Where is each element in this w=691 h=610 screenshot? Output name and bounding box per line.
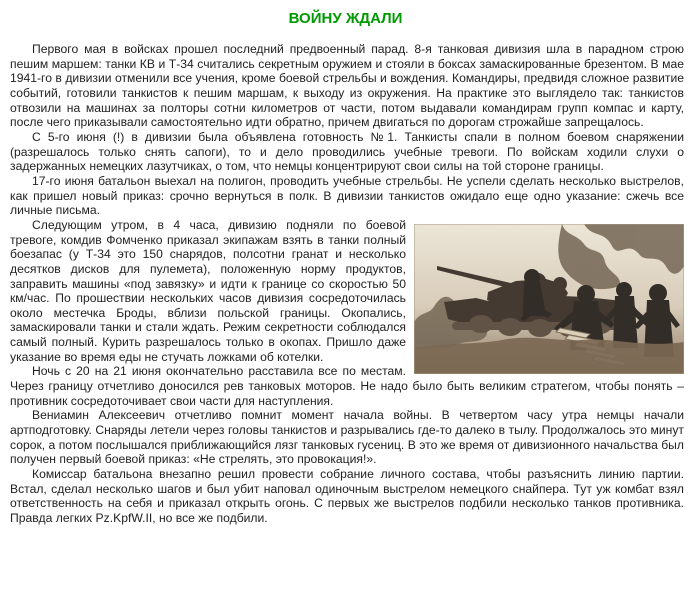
article-paragraph: С 5-го июня (!) в дивизии была объявлена готовность №1. Танкисты спали в полном боевом снаряжении (разрешалось только снять сапоги), то и дело проводились учебные тревоги. По войскам ходили слухи о задержанных немецких лазутчиках, о том, что немцы концентрируют свои силы на той стороне границы. [10,129,684,174]
tank-crew-photo [414,224,684,374]
article-paragraph: Вениамин Алексеевич отчетливо помнит момент начала войны. В четвертом часу утра немцы начали артподготовку. Снаряды летели через головы танкистов и разрывались где-то далеко в тылу. Продолжалось это минут сорок, а потом послышался приближающийся лязг танковых гусениц. В это же время от дивизионного начальства был получен первый боевой приказ: «Не стрелять, это провокация!». [10,408,684,467]
article-paragraph: 17-го июня батальон выехал на полигон, проводить учебные стрельбы. Не успели сделать несколько выстрелов, как пришел новый приказ: срочно вернуться в полк. В дивизии танкистов ожидало еще одно указание: сжечь все личные письма. [10,173,684,218]
article-paragraph: Ночь с 20 на 21 июня окончательно расставила все по местам. Через границу отчетливо доносился рев танковых моторов. Не надо было быть великим стратегом, чтобы понять – противник сосредоточивает свои части для наступления. [10,364,684,408]
article-paragraph: Первого мая в войсках прошел последний предвоенный парад. 8-я танковая дивизия шла в парадном строю пешим маршем: танки КВ и Т-34 считались секретным оружием и стояли в боксах замаскированные брезентом. В мае 1941-го в дивизии отменили все учения, кроме боевой стрельбы и вождения. Командиры, предвидя сложное развитие событий, готовили танкистов к пешим маршам, к выходу из окружения. На практике это выглядело так: танкистов отвозили на машинах за полторы сотни километров от части, потом выдавали командирам групп компас и карту, после чего приказывали самостоятельно идти обратно, причем двигаться по дорогам строжайше запрещалось. [10,42,684,130]
tank-crew-photo-icon [414,224,684,374]
article-title: ВОЙНУ ЖДАЛИ [288,10,403,27]
article-paragraph: Следующим утром, в 4 часа, дивизию подняли по боевой тревоге, комдив Фомченко приказал экипажам взять в танки полный боезапас (у Т-34 это 150 снарядов, полсотни гранат и несколько десятков дисков для пулемета), положенную норму продуктов, заправить машины «под завязку» и идти к границе со скоростью 50 км/час. По прошествии нескольких часов дивизия сосредоточилась около местечка Броды, вблизи польской границы. Окопались, замаскировали танки и стали ждать. Режим секретности соблюдался самый полный. Курить разрешалось только в окопах. Пришло даже указание во время еды не стучать ложками об котелки. [10,217,406,364]
article-body [10,42,684,526]
article-paragraph: Комиссар батальона внезапно решил провести собрание личного состава, чтобы разъяснить линию партии. Встал, сделал несколько шагов и был убит наповал одиночным выстрелом немецкого снайпера. Тут уж комбат взял ответственность на себя и приказал открыть огонь. С первых же выстрелов подбили несколько танков противника. Правда легких Pz.KpfW.II, но все же подбили. [10,467,684,525]
